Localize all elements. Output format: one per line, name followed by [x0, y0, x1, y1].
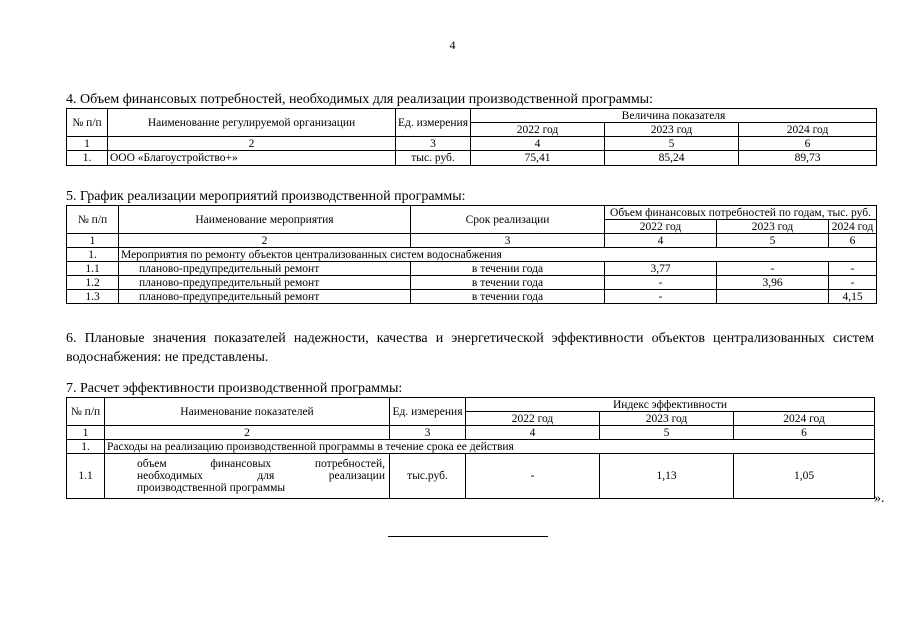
col-number: 4 [466, 426, 600, 440]
section-6-paragraph: 6. Плановые значения показателей надежности, качества и энергетической эффективности объектов централизованных систем водоснабжения: не представлены. [66, 331, 874, 365]
row-num: 1.1 [67, 454, 105, 499]
header-indicator-value: Величина показателя [471, 109, 877, 123]
footer-divider [388, 536, 548, 537]
header-year-2023: 2023 год [600, 412, 734, 426]
group-num: 1. [67, 440, 105, 454]
row-term: в течении года [411, 276, 605, 290]
col-number: 6 [739, 137, 877, 151]
group-title: Мероприятия по ремонту объектов централизованных систем водоснабжения [119, 248, 877, 262]
col-number: 1 [67, 137, 108, 151]
header-year-2024: 2024 год [739, 123, 877, 137]
header-unit: Ед. измерения [396, 109, 471, 137]
row-value-2022: 3,77 [605, 262, 717, 276]
header-num: № п/п [67, 206, 119, 234]
group-row [67, 248, 877, 262]
table-row [67, 454, 875, 499]
section-7-title: 7. Расчет эффективности производственной программы: [66, 381, 403, 396]
row-value-2022: - [605, 290, 717, 304]
header-year-2022: 2022 год [466, 412, 600, 426]
col-number: 3 [411, 234, 605, 248]
table-row [67, 151, 877, 166]
col-number: 5 [605, 137, 739, 151]
row-num: 1.2 [67, 276, 119, 290]
col-number: 1 [67, 426, 105, 440]
row-term: в течении года [411, 262, 605, 276]
financial-needs-table [66, 108, 877, 166]
row-value-2023: 85,24 [605, 151, 739, 166]
col-number: 6 [829, 234, 877, 248]
row-value-2022: 75,41 [471, 151, 605, 166]
group-title: Расходы на реализацию производственной программы в течение срока ее действия [105, 440, 875, 454]
row-value-2023: 3,96 [717, 276, 829, 290]
group-num: 1. [67, 248, 119, 262]
col-number: 5 [600, 426, 734, 440]
row-value-2023: 1,13 [600, 454, 734, 499]
header-efficiency-index: Индекс эффективности [466, 398, 875, 412]
indicator-name-line: объем финансовых потребностей, [137, 458, 385, 470]
row-value-2023: - [717, 262, 829, 276]
row-value-2024: 89,73 [739, 151, 877, 166]
row-measure-name: планово-предупредительный ремонт [119, 276, 411, 290]
col-number: 5 [717, 234, 829, 248]
col-number: 3 [390, 426, 466, 440]
row-unit: тыс. руб. [396, 151, 471, 166]
col-number: 6 [734, 426, 875, 440]
header-year-2024: 2024 год [734, 412, 875, 426]
header-financial-needs-by-year: Объем финансовых потребностей по годам, тыс. руб. [605, 206, 877, 220]
header-year-2023: 2023 год [717, 220, 829, 234]
header-term: Срок реализации [411, 206, 605, 234]
header-organization: Наименование регулируемой организации [108, 109, 396, 137]
section-5-title: 5. График реализации мероприятий производственной программы: [66, 189, 466, 204]
table-row [67, 276, 877, 290]
efficiency-table [66, 397, 875, 499]
col-number: 2 [119, 234, 411, 248]
row-indicator-name [105, 454, 390, 499]
column-number-row [67, 234, 877, 248]
page-number: 4 [449, 38, 456, 52]
table-row [67, 262, 877, 276]
row-measure-name: планово-предупредительный ремонт [119, 290, 411, 304]
row-num: 1.1 [67, 262, 119, 276]
row-unit: тыс.руб. [390, 454, 466, 499]
header-year-2022: 2022 год [605, 220, 717, 234]
row-value-2024: - [829, 262, 877, 276]
col-number: 2 [105, 426, 390, 440]
col-number: 3 [396, 137, 471, 151]
header-indicator-name: Наименование показателей [105, 398, 390, 426]
header-unit: Ед. измерения [390, 398, 466, 426]
table-row [67, 290, 877, 304]
header-year-2022: 2022 год [471, 123, 605, 137]
header-measure-name: Наименование мероприятия [119, 206, 411, 234]
row-num: 1. [67, 151, 108, 166]
column-number-row [67, 137, 877, 151]
header-year-2024: 2024 год [829, 220, 877, 234]
column-number-row [67, 426, 875, 440]
header-num: № п/п [67, 109, 108, 137]
row-organization: ООО «Благоустройство+» [108, 151, 396, 166]
row-value-2023 [717, 290, 829, 304]
section-4-title: 4. Объем финансовых потребностей, необходимых для реализации производственной программы: [66, 92, 653, 107]
col-number: 2 [108, 137, 396, 151]
indicator-name-line: необходимых для реализации [137, 470, 385, 482]
col-number: 4 [605, 234, 717, 248]
header-num: № п/п [67, 398, 105, 426]
group-row [67, 440, 875, 454]
header-year-2023: 2023 год [605, 123, 739, 137]
row-term: в течении года [411, 290, 605, 304]
row-value-2024: 1,05 [734, 454, 875, 499]
indicator-name-line: производственной программы [137, 482, 286, 494]
row-measure-name: планово-предупредительный ремонт [119, 262, 411, 276]
row-value-2022: - [605, 276, 717, 290]
row-value-2022: - [466, 454, 600, 499]
closing-quote: ». [874, 491, 885, 506]
col-number: 1 [67, 234, 119, 248]
row-num: 1.3 [67, 290, 119, 304]
row-value-2024: 4,15 [829, 290, 877, 304]
schedule-table [66, 205, 877, 304]
row-value-2024: - [829, 276, 877, 290]
col-number: 4 [471, 137, 605, 151]
